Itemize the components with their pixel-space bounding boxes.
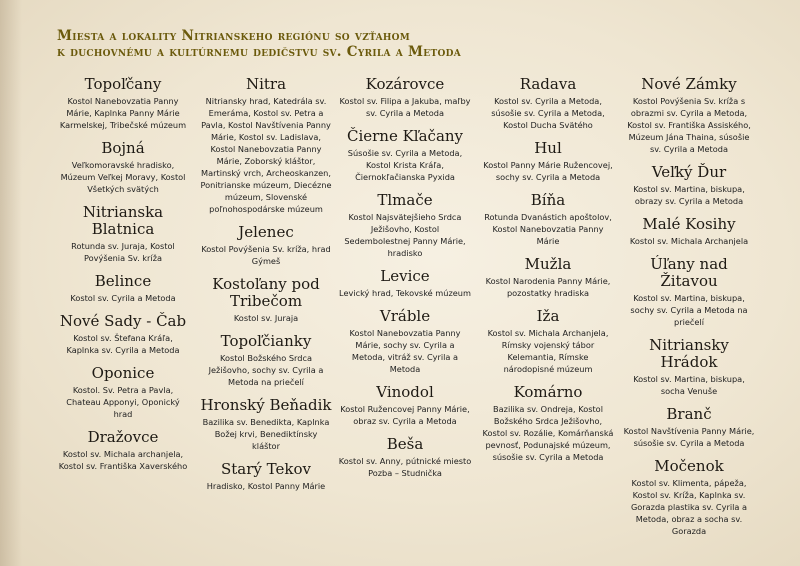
place-entry [338, 192, 472, 259]
place-entry [200, 397, 332, 452]
header-title-line-2: k duchovnému a kultúrnemu dedičstvu sv. Cyrila a Metoda [57, 44, 461, 60]
place-entry [622, 458, 756, 537]
place-name: Topoľčianky [220, 332, 312, 350]
place-description: Kostol sv. Martina, biskupa, obrazy sv. Cyrila a Metoda [633, 184, 745, 206]
place-name: Jelenec [238, 223, 294, 241]
page-header [57, 28, 577, 60]
place-description: Hradisko, Kostol Panny Márie [206, 481, 326, 491]
page-edge-shadow [0, 0, 22, 566]
place-entry [622, 164, 756, 207]
place-entry [622, 216, 756, 247]
place-entry [622, 76, 756, 155]
place-name: Vinodol [376, 383, 434, 401]
place-description: Kostol Povýšenia Sv. kríža, hrad Gýmeš [201, 244, 331, 266]
place-entry [57, 273, 189, 304]
place-name: Tlmače [377, 191, 433, 209]
place-description: Kostol sv. Štefana Kráľa, Kaplnka sv. Cyrila a Metoda [66, 333, 180, 355]
place-name: Nové Sady - Čab [59, 312, 187, 330]
place-name: Topoľčany [84, 75, 162, 93]
place-name: Kostoľany pod Tribečom [212, 275, 320, 310]
place-entry [622, 256, 756, 328]
place-description: Kostol sv. Klimenta, pápeža, Kostol sv. Kríža, Kaplnka sv. Gorazda plastika sv. Cyrila a Metoda, obraz a socha sv. Gorazda [630, 478, 748, 536]
place-description: Levický hrad, Tekovské múzeum [339, 288, 471, 298]
place-name: Iža [536, 307, 560, 325]
place-entry [482, 308, 614, 375]
place-entry [57, 140, 189, 195]
place-entry [200, 276, 332, 324]
place-description: Kostol sv. Martina, biskupa, sochy sv. Cyrila a Metoda na priečelí [630, 293, 748, 327]
place-name: Belince [94, 272, 152, 290]
place-description: Kostol sv. Anny, pútnické miesto Pozba – Studnička [338, 456, 472, 478]
place-description: Kostol sv. Filipa a Jakuba, maľby sv. Cyrila a Metoda [339, 96, 471, 118]
place-name: Kozárovce [365, 75, 445, 93]
place-entry [338, 128, 472, 183]
place-description: Kostol sv. Michala Archanjela, Rímsky vojenský tábor Kelemantia, Rímske národopisné múzeum [487, 328, 609, 374]
place-name: Hronský Beňadik [200, 396, 332, 414]
place-description: Kostol Narodenia Panny Márie, pozostatky hradiska [485, 276, 611, 298]
place-name: Úľany nad Žitavou [650, 255, 728, 290]
place-entry [338, 76, 472, 119]
place-name: Radava [519, 75, 577, 93]
place-entry [482, 384, 614, 463]
place-description: Kostol sv. Cyrila a Metoda, súsošie sv. Cyrila a Metoda, Kostol Ducha Svätého [491, 96, 605, 130]
place-entry [482, 192, 614, 247]
place-entry [482, 76, 614, 131]
place-description: Kostol Povýšenia Sv. kríža s obrazmi sv. Cyrila a Metoda, Kostol sv. Františka Assiského, Múzeum Jána Thaina, súsošie sv. Cyrila a Metoda [627, 96, 751, 154]
place-entry [200, 333, 332, 388]
column-4 [482, 76, 614, 472]
place-description: Kostol Nanebovzatia Panny Márie, sochy sv. Cyrila a Metoda, vitráž sv. Cyrila a Metoda [349, 328, 461, 374]
place-description: Kostol sv. Juraja [233, 313, 299, 323]
place-name: Bojná [101, 139, 145, 157]
place-name: Dražovce [87, 428, 159, 446]
place-entry [482, 256, 614, 299]
place-description: Kostol sv. Martina, biskupa, socha Venuše [633, 374, 745, 396]
place-entry [57, 204, 189, 264]
place-entry [57, 365, 189, 420]
place-description: Kostol. Sv. Petra a Pavla, Chateau Apponyi, Oponický hrad [66, 385, 180, 419]
place-name: Bíňa [530, 191, 566, 209]
place-description: Bazilika sv. Benedikta, Kaplnka Božej krvi, Benediktínsky kláštor [202, 417, 330, 451]
place-name: Malé Kosihy [642, 215, 736, 233]
place-name: Nové Zámky [641, 75, 737, 93]
place-entry [338, 308, 472, 375]
place-name: Vráble [379, 307, 431, 325]
place-description: Rotunda sv. Juraja, Kostol Povýšenia Sv. kríža [71, 241, 175, 263]
column-2 [200, 76, 332, 501]
place-entry [338, 384, 472, 427]
place-name: Starý Tekov [221, 460, 311, 478]
place-name: Oponice [91, 364, 155, 382]
place-description: Kostol Ružencovej Panny Márie, obraz sv. Cyrila a Metoda [340, 404, 470, 426]
place-name: Nitra [245, 75, 287, 93]
header-title-line-1: Miesta a lokality Nitrianskeho regiónu so vzťahom [57, 28, 411, 44]
place-name: Branč [666, 405, 712, 423]
place-entry [200, 224, 332, 267]
column-5 [622, 76, 756, 546]
place-description: Kostol Najsvätejšieho Srdca Ježišovho, Kostol Sedembolestnej Panny Márie, hradisko [344, 212, 466, 258]
place-description: Kostol sv. Cyrila a Metoda [70, 293, 176, 303]
place-description: Kostol sv. Michala archanjela, Kostol sv. Františka Xaverského [58, 449, 188, 471]
place-entry [57, 313, 189, 356]
place-description: Kostol Nanebovzatia Panny Márie, Kaplnka Panny Márie Karmelskej, Tribečské múzeum [59, 96, 187, 130]
place-description: Nitriansky hrad, Katedrála sv. Emeráma, Kostol sv. Petra a Pavla, Kostol Navštívenia Panny Márie, Kostol sv. Ladislava, Kostol Nanebovzatia Panny Márie, Zoborský kláštor, Martinský vrch, Archeoskanzen, Ponitrianske múzeum, Diecézne múzeum, Slovenské poľnohospodárske múzeum [200, 96, 332, 214]
place-entry [622, 406, 756, 449]
place-description: Bazilika sv. Ondreja, Kostol Božského Srdca Ježišovho, Kostol sv. Rozálie, Komárňanská pevnosť, Podunajské múzeum, súsošie sv. Cyrila a Metoda [482, 404, 614, 462]
place-name: Komárno [513, 383, 583, 401]
place-name: Beša [386, 435, 424, 453]
place-name: Nitriansky Hrádok [649, 336, 729, 371]
column-3 [338, 76, 472, 488]
place-entry [200, 461, 332, 492]
place-entry [338, 436, 472, 479]
place-description: Súsošie sv. Cyrila a Metoda, Kostol Krista Kráľa, Čiernokľačianska Pyxida [347, 148, 463, 182]
place-entry [200, 76, 332, 215]
place-description: Rotunda Dvanástich apoštolov, Kostol Nanebovzatia Panny Márie [484, 212, 612, 246]
place-name: Veľký Ďur [651, 163, 727, 181]
place-entry [57, 429, 189, 472]
place-name: Močenok [654, 457, 724, 475]
place-description: Kostol Božského Srdca Ježišovho, sochy sv. Cyrila a Metoda na priečelí [208, 353, 324, 387]
place-name: Mužla [524, 255, 572, 273]
place-description: Kostol sv. Michala Archanjela [629, 236, 749, 246]
place-entry [57, 76, 189, 131]
place-entry [622, 337, 756, 397]
place-description: Veľkomoravské hradisko, Múzeum Veľkej Moravy, Kostol Všetkých svätých [60, 160, 186, 194]
place-entry [338, 268, 472, 299]
place-entry [482, 140, 614, 183]
place-name: Nitrianska Blatnica [82, 203, 164, 238]
place-name: Levice [380, 267, 430, 285]
place-name: Hul [534, 139, 562, 157]
place-name: Čierne Kľačany [346, 127, 464, 145]
place-description: Kostol Navštívenia Panny Márie, súsošie sv. Cyrila a Metoda [623, 426, 755, 448]
column-1 [57, 76, 189, 481]
place-description: Kostol Panny Márie Ružencovej, sochy sv. Cyrila a Metoda [483, 160, 613, 182]
